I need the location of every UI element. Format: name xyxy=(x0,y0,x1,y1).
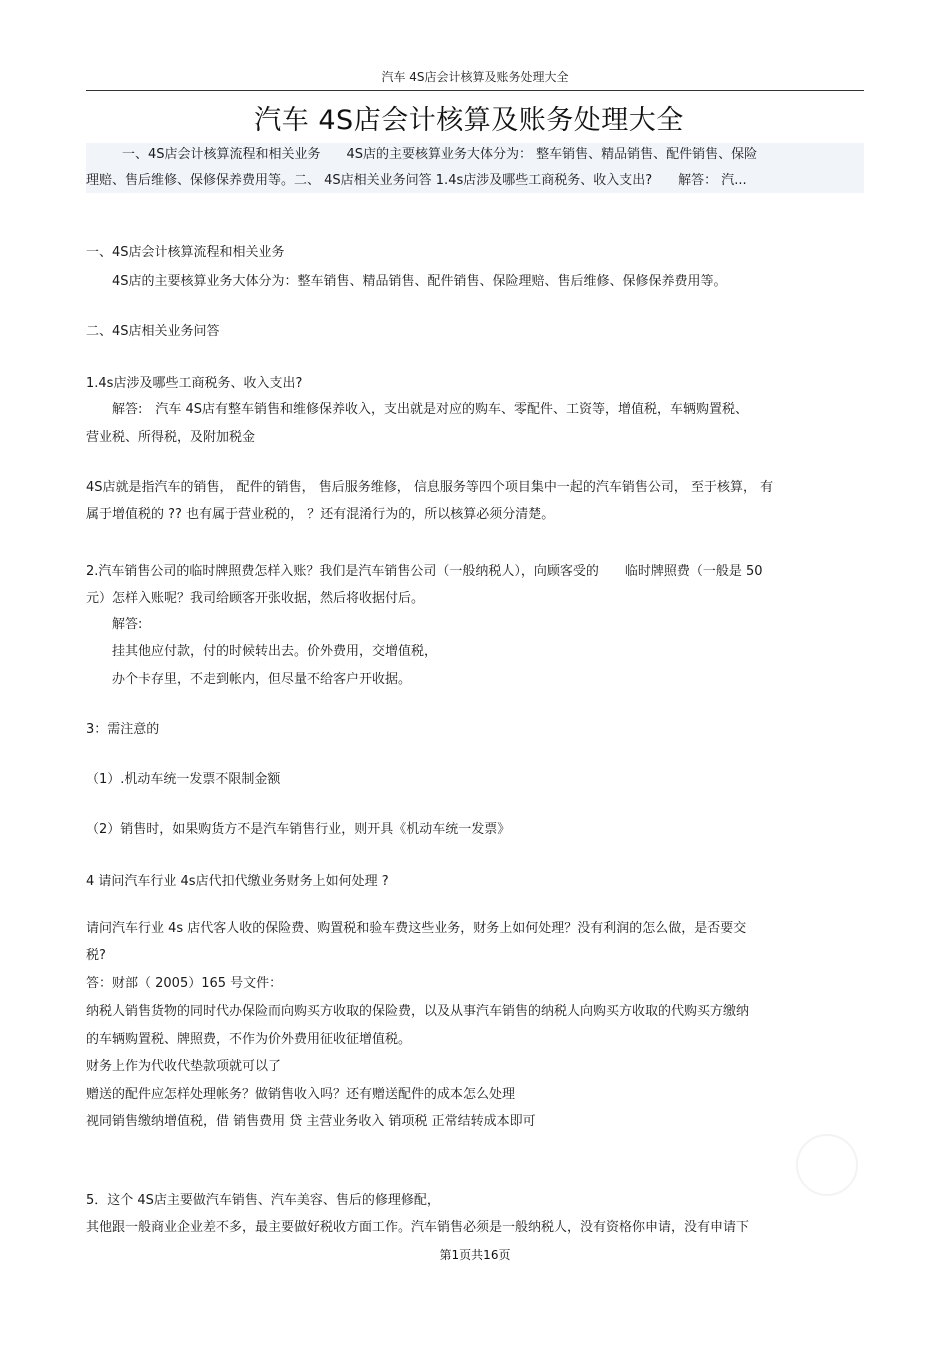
paragraph-line: 4S店就是指汽车的销售， 配件的销售， 售后服务维修， 信息服务等四个项目集中一起的汽车销售公司， 至于核算， 有 xyxy=(86,480,774,495)
question-heading-4: 4 请问汽车行业 4s店代扣代缴业务财务上如何处理 ? xyxy=(86,874,389,889)
paragraph-line: 解答: 汽车 4S店有整车销售和维修保养收入，支出就是对应的购车、零配件、工资等，增值税，车辆购置税、 xyxy=(86,402,749,417)
watermark-seal-icon xyxy=(796,1134,858,1196)
header-divider xyxy=(86,90,864,91)
paragraph-line: 税? xyxy=(86,948,106,963)
paragraph-line: 4S店的主要核算业务大体分为：整车销售、精品销售、配件销售、保险理赔、售后维修、保修保养费用等。 xyxy=(86,274,727,289)
summary-box xyxy=(86,143,864,193)
paragraph-line: 其他跟一般商业企业差不多，最主要做好税收方面工作。汽车销售必须是一般纳税人，没有资格你申请，没有申请下 xyxy=(86,1220,750,1235)
answer-label: 解答: xyxy=(86,617,143,632)
paragraph-line: 视同销售缴纳增值税，借 销售费用 贷 主营业务收入 销项税 正常结转成本即可 xyxy=(86,1114,536,1129)
paragraph-line: 财务上作为代收代垫款项就可以了 xyxy=(86,1059,282,1074)
paragraph-line: 办个卡存里，不走到帐内，但尽量不给客户开收据。 xyxy=(86,672,412,687)
paragraph-line: 属于增值税的 ?? 也有属于营业税的， ？还有混淆行为的，所以核算必须分清楚。 xyxy=(86,507,555,522)
paragraph-line: 纳税人销售货物的同时代办保险而向购买方收取的保险费，以及从事汽车销售的纳税人向购买方收取的代购买方缴纳 xyxy=(86,1004,750,1019)
paragraph-line: 请问汽车行业 4s 店代客人收的保险费、购置税和验车费这些业务，财务上如何处理？没有利润的怎么做，是否要交 xyxy=(86,921,747,936)
section-heading-1: 一、4S店会计核算流程和相关业务 xyxy=(86,245,285,260)
paragraph-line: 元）怎样入账呢？我司给顾客开张收据，然后将收据付后。 xyxy=(86,591,425,606)
running-header: 汽车 4S店会计核算及账务处理大全 xyxy=(381,70,569,84)
document-title: 汽车 4S店会计核算及账务处理大全 xyxy=(254,105,684,136)
question-heading-2: 2.汽车销售公司的临时牌照费怎样入账？我们是汽车销售公司（一般纳税人），向顾客受的 临时牌照费（一般是 50 xyxy=(86,564,763,579)
list-item: （2）销售时，如果购货方不是汽车销售行业，则开具《机动车统一发票》 xyxy=(86,822,511,837)
summary-line-2: 理赔、售后维修、保修保养费用等。二、 4S店相关业务问答 1.4s店涉及哪些工商税务、收入支出? 解答： 汽... xyxy=(86,173,747,188)
question-heading-1: 1.4s店涉及哪些工商税务、收入支出? xyxy=(86,376,303,391)
page-number: 第1页共16页 xyxy=(439,1248,511,1262)
section-heading-2: 二、4S店相关业务问答 xyxy=(86,324,220,339)
list-item: （1）.机动车统一发票不限制金额 xyxy=(86,772,281,787)
paragraph-line: 赠送的配件应怎样处理帐务？做销售收入吗？还有赠送配件的成本怎么处理 xyxy=(86,1087,516,1102)
paragraph-line: 营业税、所得税，及附加税金 xyxy=(86,430,256,445)
paragraph-line: 答：财部（ 2005）165 号文件： xyxy=(86,976,283,991)
paragraph-line: 的车辆购置税、牌照费，不作为价外费用征收征增值税。 xyxy=(86,1032,412,1047)
question-heading-5: 5．这个 4S店主要做汽车销售、汽车美容、售后的修理修配， xyxy=(86,1193,440,1208)
section-heading-3: 3：需注意的 xyxy=(86,722,160,737)
paragraph-line: 挂其他应付款，付的时候转出去。价外费用，交增值税， xyxy=(86,644,438,659)
summary-line-1: 一、4S店会计核算流程和相关业务 4S店的主要核算业务大体分为： 整车销售、精品销售、配件销售、保险 xyxy=(122,147,758,162)
